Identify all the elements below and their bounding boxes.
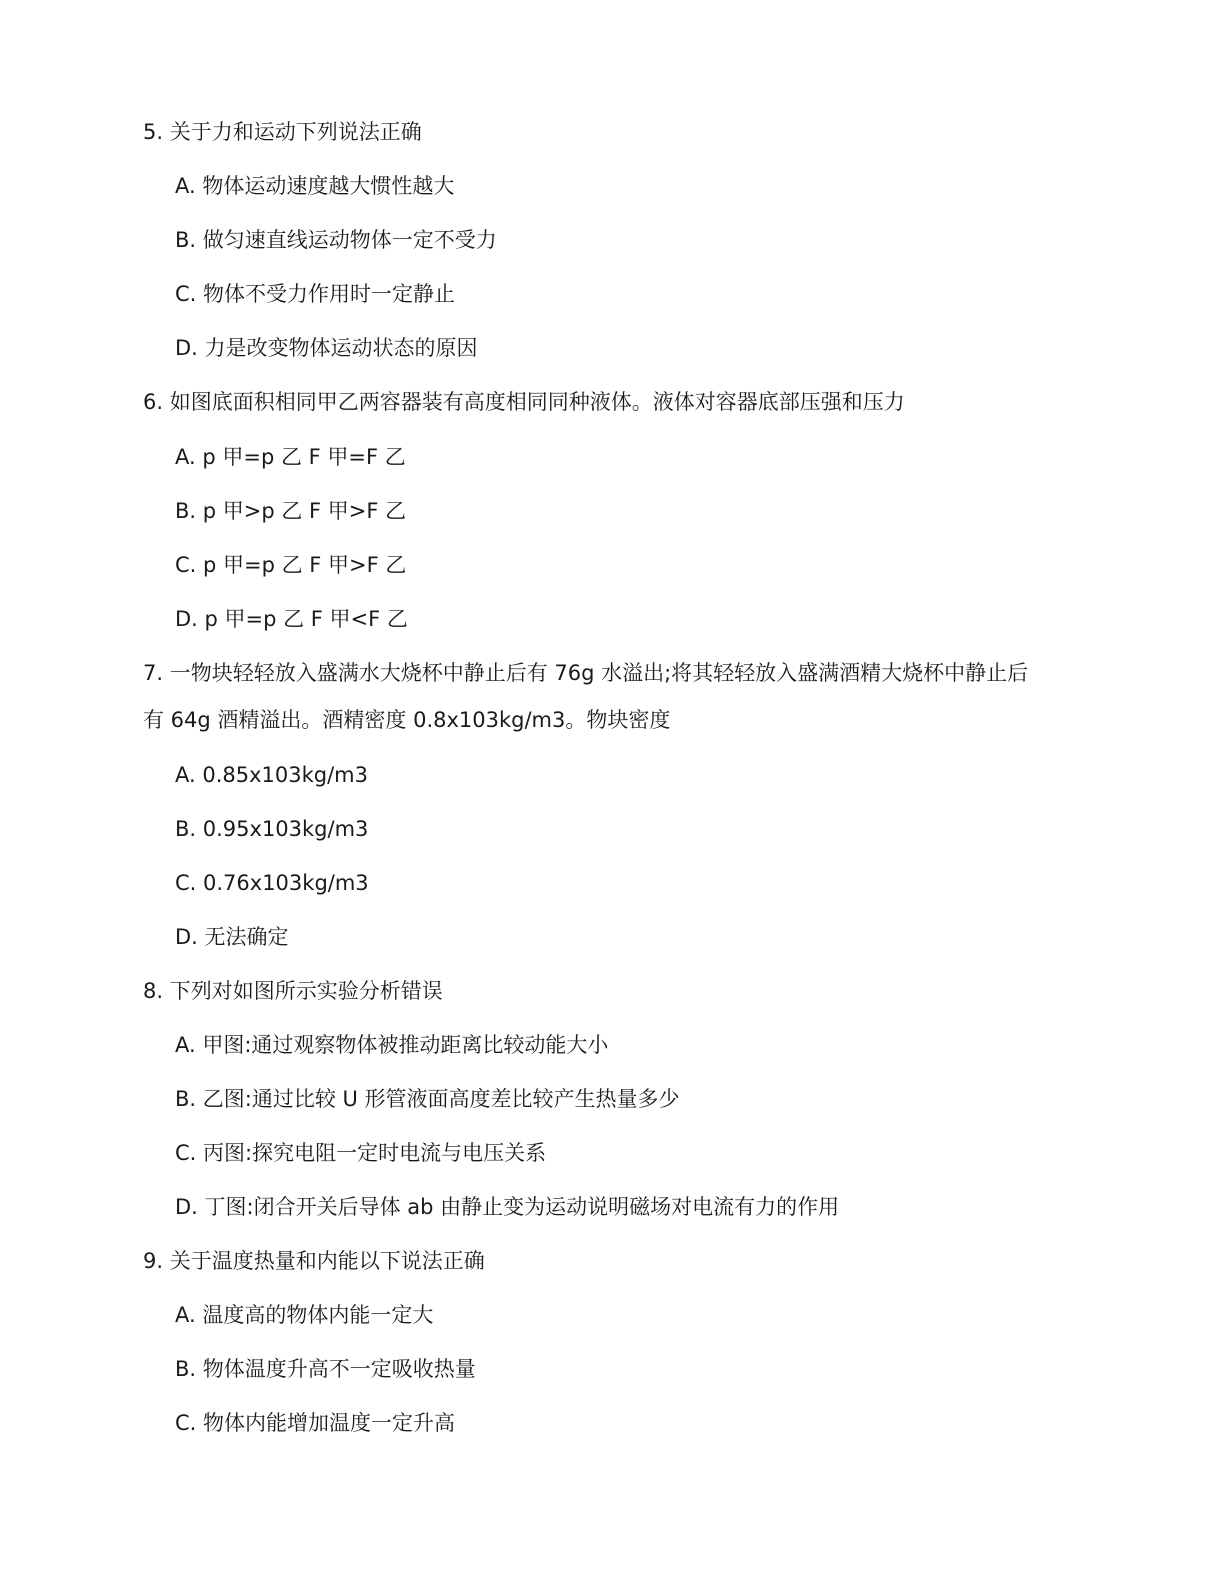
question-6-stem: 6. 如图底面积相同甲乙两容器装有高度相同同种液体。液体对容器底部压强和压力: [143, 390, 905, 414]
question-5-option-a: A. 物体运动速度越大惯性越大: [175, 174, 455, 198]
question-8-option-c: C. 丙图:探究电阻一定时电流与电压关系: [175, 1141, 547, 1165]
question-6-option-a: A. p 甲=p 乙 F 甲=F 乙: [175, 445, 406, 469]
question-5-option-b: B. 做匀速直线运动物体一定不受力: [175, 228, 497, 252]
question-6-option-d: D. p 甲=p 乙 F 甲<F 乙: [175, 607, 408, 631]
question-6-option-b: B. p 甲>p 乙 F 甲>F 乙: [175, 499, 407, 523]
question-7-option-b: B. 0.95x103kg/m3: [175, 817, 369, 841]
question-9-option-a: A. 温度高的物体内能一定大: [175, 1303, 434, 1327]
question-8-stem: 8. 下列对如图所示实验分析错误: [143, 979, 443, 1003]
question-9-stem: 9. 关于温度热量和内能以下说法正确: [143, 1249, 485, 1273]
question-5-option-c: C. 物体不受力作用时一定静止: [175, 282, 456, 306]
question-8-option-a: A. 甲图:通过观察物体被推动距离比较动能大小: [175, 1033, 609, 1057]
question-5-stem: 5. 关于力和运动下列说法正确: [143, 120, 422, 144]
question-7-option-a: A. 0.85x103kg/m3: [175, 763, 368, 787]
question-7-option-c: C. 0.76x103kg/m3: [175, 871, 369, 895]
question-8-option-b: B. 乙图:通过比较 U 形管液面高度差比较产生热量多少: [175, 1087, 680, 1111]
question-9-option-c: C. 物体内能增加温度一定升高: [175, 1411, 456, 1435]
question-9-option-b: B. 物体温度升高不一定吸收热量: [175, 1357, 476, 1381]
question-7-stem-continued: 有 64g 酒精溢出。酒精密度 0.8x103kg/m3。物块密度: [143, 708, 671, 732]
question-6-option-c: C. p 甲=p 乙 F 甲>F 乙: [175, 553, 407, 577]
question-5-option-d: D. 力是改变物体运动状态的原因: [175, 336, 478, 360]
question-7-stem: 7. 一物块轻轻放入盛满水大烧杯中静止后有 76g 水溢出;将其轻轻放入盛满酒精大烧杯中静止后: [143, 661, 1029, 685]
question-8-option-d: D. 丁图:闭合开关后导体 ab 由静止变为运动说明磁场对电流有力的作用: [175, 1195, 840, 1219]
question-7-option-d: D. 无法确定: [175, 925, 289, 949]
